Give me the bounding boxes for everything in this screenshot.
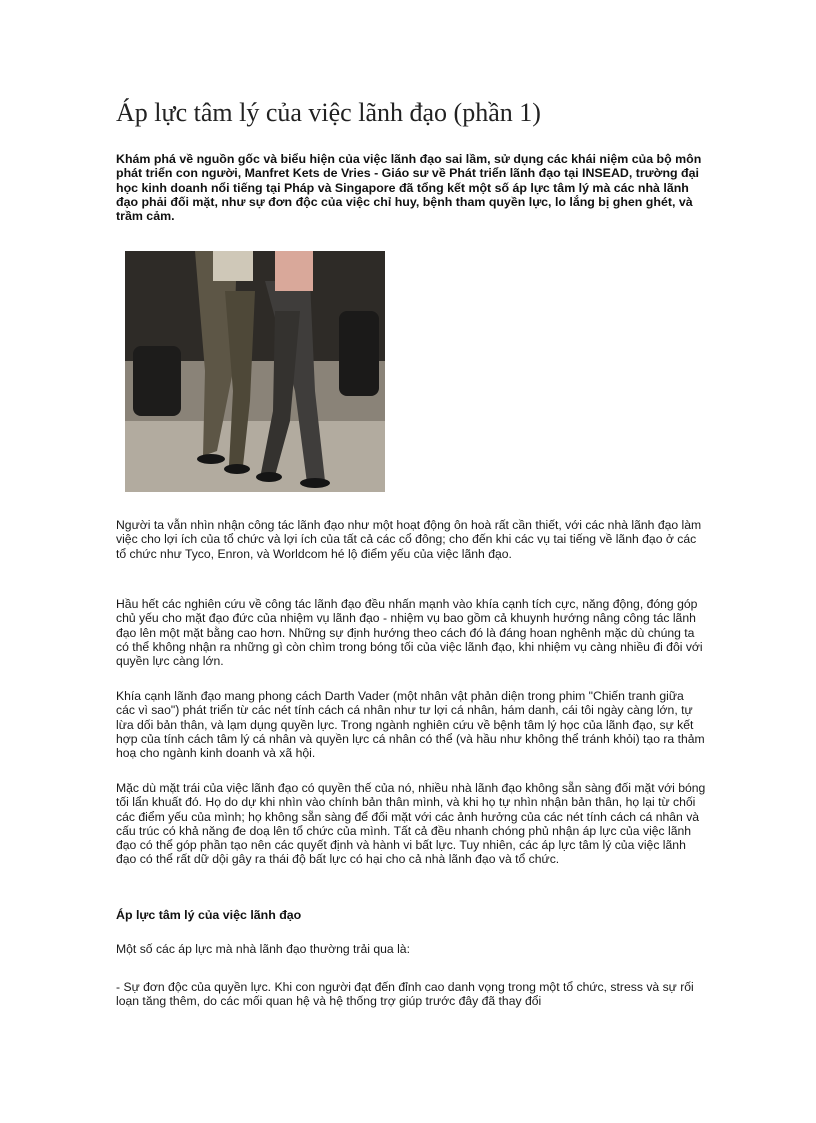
section-subheading: Áp lực tâm lý của việc lãnh đạo — [116, 908, 302, 922]
paragraph-4: Mặc dù mặt trái của việc lãnh đạo có quyền thế của nó, nhiều nhà lãnh đạo không sẵn sàng đối mặt với bóng tối lẩn khuất đó. Họ do dự khi nhìn vào chính bản thân mình, và khi họ tự nhìn nhận bản thân, họ lại từ chối các điểm yếu của mình; họ không sẵn sàng để đối mặt với các ảnh hưởng của các nét tính cách cá nhân và cấu trúc có khả năng đe doạ lên tổ chức của mình. Tất cả đều nhanh chóng phủ nhận áp lực của việc lãnh đạo có thể góp phần tạo nên các quyết định và hành vi bất lực. Tuy nhiên, các áp lực tâm lý của việc lãnh đạo có thể rất dữ dội gây ra thái độ bất lực có hại cho cả nhà lãnh đạo và tổ chức. — [116, 781, 706, 867]
paragraph-1: Người ta vẫn nhìn nhận công tác lãnh đạo như một hoạt động ôn hoà rất cần thiết, với các nhà lãnh đạo làm việc cho lợi ích của tổ chức và lợi ích của tất cả các cổ đông; cho đến khi các vụ tai tiếng về lãnh đạo ở các tổ chức như Tyco, Enron, và Worldcom hé lộ điểm yếu của việc lãnh đạo. — [116, 518, 702, 561]
list-intro: Một số các áp lực mà nhà lãnh đạo thường trải qua là: — [116, 942, 410, 956]
paragraph-3: Khía cạnh lãnh đạo mang phong cách Darth Vader (một nhân vật phản diện trong phim "Chiến tranh giữa các vì sao") phát triển từ các nét tính cách cá nhân như tư lợi cá nhân, hám danh, cái tôi ngày càng lớn, tự lừa dối bản thân, và lạm dụng quyền lực. Trong ngành nghiên cứu về bệnh tâm lý học của lãnh đạo, sự kết hợp của tính cách tâm lý cá nhân và quyền lực cá nhân có thể (và hầu như không thể tránh khỏi) tạo ra thảm hoạ cho ngành kinh doanh và xã hội. — [116, 689, 705, 761]
article-title: Áp lực tâm lý của việc lãnh đạo (phần 1) — [116, 98, 541, 127]
article-lead: Khám phá về nguồn gốc và biểu hiện của việc lãnh đạo sai lầm, sử dụng các khái niệm của bộ môn phát triển con người, Manfret Kets de Vries - Giáo sư về Phát triển lãnh đạo tại INSEAD, trường đại học kinh doanh nổi tiếng tại Pháp và Singapore đã tổng kết một số áp lực tâm lý mà các nhà lãnh đạo phải đối mặt, như sự đơn độc của việc chỉ huy, bệnh tham quyền lực, lo lắng bị ghen ghét, và trầm cảm. — [116, 152, 702, 224]
paragraph-2: Hầu hết các nghiên cứu về công tác lãnh đạo đều nhấn mạnh vào khía cạnh tích cực, năng động, đóng góp chủ yếu cho mặt đạo đức của nhiệm vụ lãnh đạo - nhiệm vụ bao gồm cả khuynh hướng nâng công tác lãnh đạo lên một mặt bằng cao hơn. Những sự định hướng theo cách đó là đáng hoan nghênh mặc dù chúng ta có thể không nhận ra những gì còn chìm trong bóng tối của việc lãnh đạo, khi nhiệm vụ càng nhiều đi đôi với quyền lực càng lớn. — [116, 597, 703, 669]
article-photo — [125, 251, 385, 492]
office-photo-illustration — [125, 251, 385, 492]
list-item: - Sự đơn độc của quyền lực. Khi con người đạt đến đỉnh cao danh vọng trong một tổ chức, stress và sự rối loạn tăng thêm, do các mối quan hệ và hệ thống trợ giúp trước đây đã thay đổi — [116, 980, 694, 1009]
